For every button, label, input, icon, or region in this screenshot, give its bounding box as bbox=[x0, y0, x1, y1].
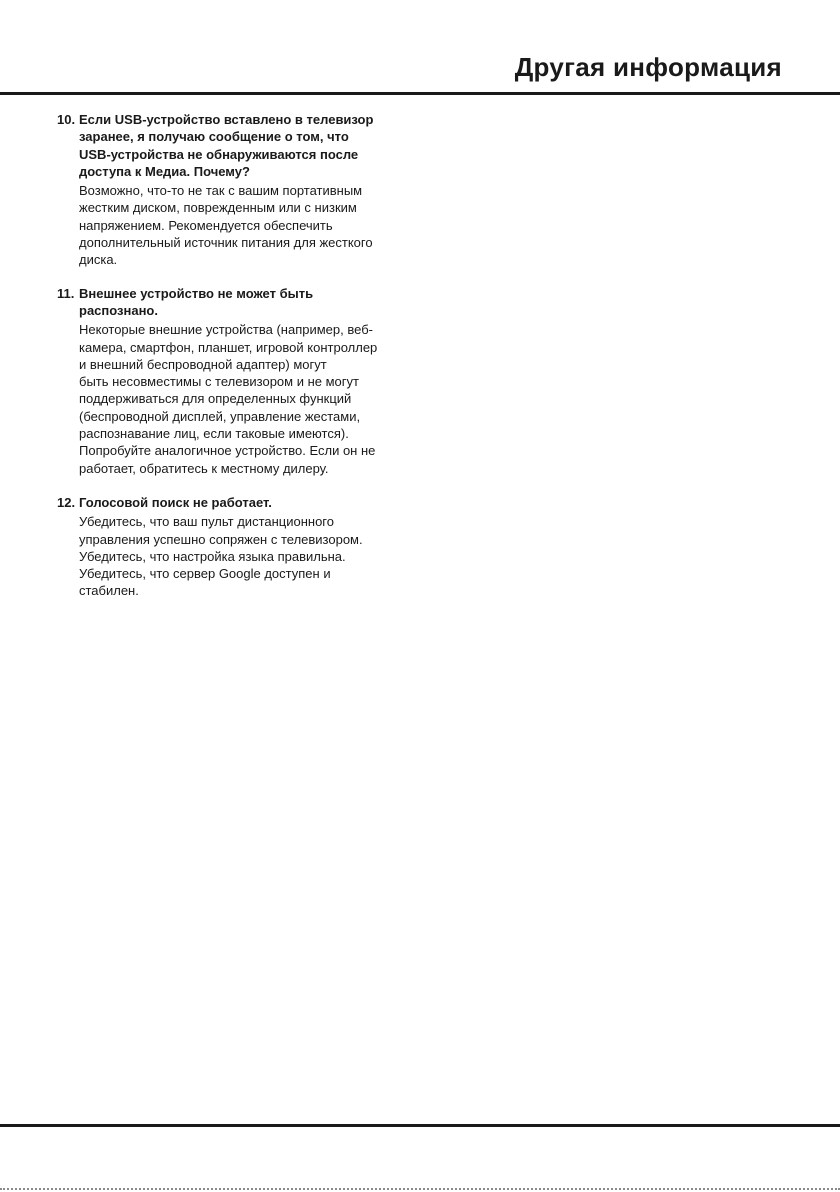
faq-answer-line: распознавание лиц, если таковые имеются). bbox=[79, 426, 349, 442]
faq-question-line bbox=[57, 285, 407, 302]
faq-answer-line: Попробуйте аналогичное устройство. Если он не bbox=[79, 443, 376, 459]
faq-question bbox=[57, 111, 407, 180]
faq-question-line: заранее, я получаю сообщение о том, что bbox=[79, 129, 349, 145]
faq-answer-line: Убедитесь, что ваш пульт дистанционного bbox=[79, 514, 334, 530]
footer-rule bbox=[0, 1124, 840, 1127]
faq-answer-line: дополнительный источник питания для жесткого bbox=[79, 235, 373, 251]
faq-question-line: доступа к Медиа. Почему? bbox=[79, 163, 250, 179]
faq-answer-line: Убедитесь, что сервер Google доступен и bbox=[79, 566, 331, 582]
faq-question-line: USB-устройства не обнаруживаются после bbox=[79, 146, 359, 162]
faq-answer bbox=[57, 182, 407, 268]
faq-answer-line: Убедитесь, что настройка языка правильна. bbox=[79, 548, 346, 564]
faq-answer-line: поддерживаться для определенных функций bbox=[79, 391, 352, 407]
faq-number: 12. bbox=[57, 494, 76, 510]
faq-answer-line: Возможно, что-то не так с вашим портативным bbox=[79, 183, 363, 199]
faq-answer-line: управления успешно сопряжен с телевизором. bbox=[79, 531, 363, 547]
faq-answer-line: Некоторые внешние устройства (например, веб- bbox=[79, 322, 373, 338]
faq-answer bbox=[57, 321, 407, 477]
faq-item-12 bbox=[57, 494, 407, 600]
faq-answer-line: диска. bbox=[79, 252, 118, 268]
faq-answer-line: работает, обратитесь к местному дилеру. bbox=[79, 460, 329, 476]
faq-question-line bbox=[57, 111, 407, 128]
faq-item-11 bbox=[57, 285, 407, 477]
faq-question bbox=[57, 285, 407, 320]
faq-answer-line: и внешний беспроводной адаптер) могут bbox=[79, 356, 327, 372]
faq-answer-line: (беспроводной дисплей, управление жестами, bbox=[79, 408, 361, 424]
faq-answer-line: быть несовместимы с телевизором и не могут bbox=[79, 374, 359, 390]
faq-question bbox=[57, 494, 407, 511]
faq-question-line bbox=[57, 494, 407, 511]
faq-answer-line: напряжением. Рекомендуется обеспечить bbox=[79, 217, 333, 233]
faq-item-10 bbox=[57, 111, 407, 269]
faq-answer-line: стабилен. bbox=[79, 583, 139, 599]
faq-number: 10. bbox=[57, 112, 76, 127]
faq-question-text: Внешнее устройство не может быть bbox=[79, 285, 314, 301]
faq-answer-line: камера, смартфон, планшет, игровой контроллер bbox=[79, 339, 378, 355]
faq-answer-line: жестким диском, поврежденным или с низким bbox=[79, 200, 357, 216]
faq-answer bbox=[57, 513, 407, 599]
faq-question-text: Голосовой поиск не работает. bbox=[79, 494, 272, 510]
page-title: Другая информация bbox=[514, 52, 782, 82]
faq-list bbox=[57, 111, 407, 618]
header-rule bbox=[0, 92, 840, 95]
faq-question-line: распознано. bbox=[79, 302, 158, 318]
faq-question-text: Если USB-устройство вставлено в телевизор bbox=[79, 112, 374, 127]
bottom-dotted-border bbox=[0, 1188, 840, 1190]
faq-number: 11. bbox=[57, 285, 75, 301]
